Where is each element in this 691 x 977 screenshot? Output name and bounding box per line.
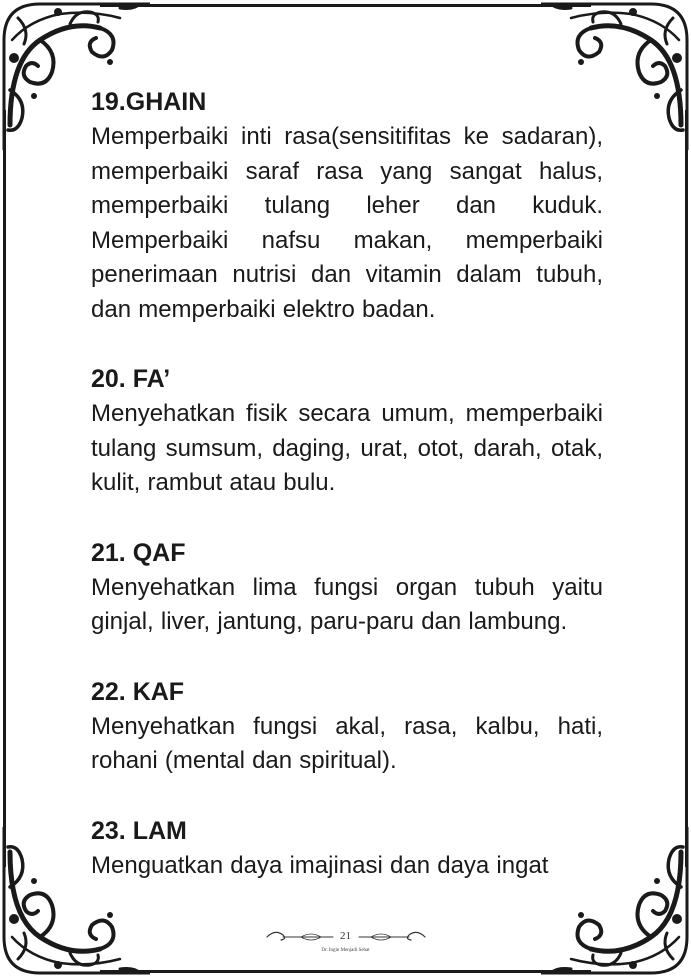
frame-left-border	[3, 110, 6, 867]
section-body: Menyehatkan fisik secara umum, memperbaiki tulang sumsum, daging, urat, otot, darah, otak, kulit, rambut atau bulu.	[91, 400, 603, 496]
frame-right-border	[685, 110, 688, 867]
frame-top-border	[100, 4, 591, 7]
section-body: Memperbaiki inti rasa(sensitifitas ke sadaran), memperbaiki saraf rasa yang sangat halus, memperbaiki tulang leher dan kuduk. Memperbaiki nafsu makan, memperbaiki penerimaan nutrisi dan vitamin dalam tubuh, dan memperbaiki elektro badan.	[91, 123, 603, 323]
section-ghain	[91, 84, 603, 327]
section-body: Menyehatkan fungsi akal, rasa, kalbu, hati, rohani (mental dan spiritual).	[91, 712, 603, 774]
page-number: 21	[340, 930, 351, 942]
section-fa	[91, 361, 603, 501]
section-body: Menguatkan daya imajinasi dan daya ingat	[91, 851, 549, 879]
page-content	[91, 84, 603, 883]
section-qaf	[91, 535, 603, 640]
footer-ornament-wrap	[0, 927, 691, 947]
page-footer	[0, 927, 691, 953]
section-lam	[91, 813, 603, 884]
section-kaf	[91, 674, 603, 779]
section-heading: 20. FA’	[91, 365, 171, 393]
section-heading: 21. QAF	[91, 538, 186, 567]
section-heading: 22. KAF	[91, 677, 185, 706]
footer-caption: Dr. Ingin Menjadi Sehat	[321, 948, 370, 953]
frame-bottom-border	[100, 970, 591, 973]
section-body: Menyehatkan lima fungsi organ tubuh yaitu ginjal, liver, jantung, paru-paru dan lambung.	[91, 573, 603, 635]
section-heading: 23. LAM	[91, 816, 187, 845]
section-heading: 19.GHAIN	[91, 88, 207, 116]
